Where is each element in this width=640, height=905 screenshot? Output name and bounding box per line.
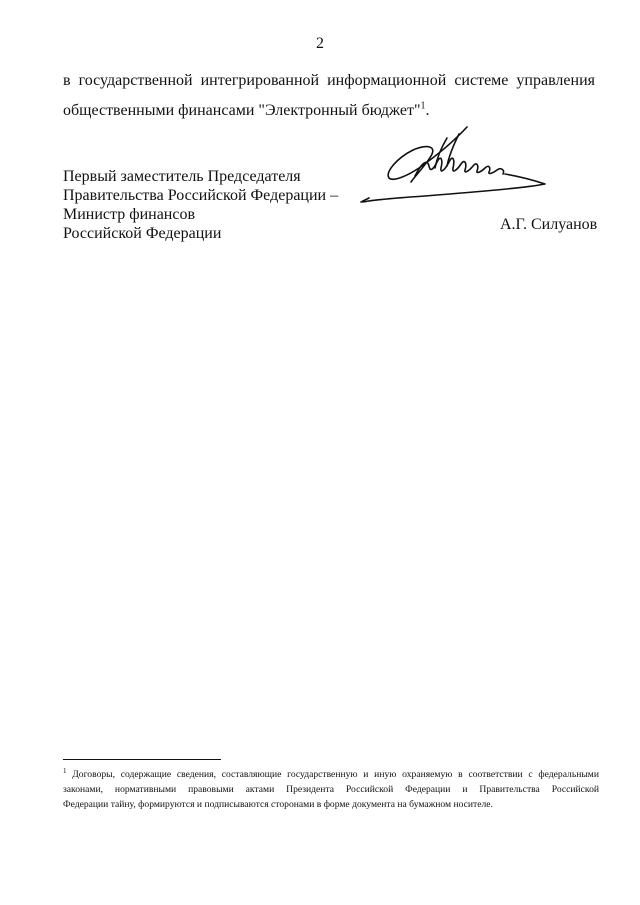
signer-title-line-4: Российской Федерации: [63, 225, 222, 242]
footnote: [63, 767, 599, 812]
signer-title-line-2: Правительства Российской Федерации –: [63, 187, 339, 204]
footnote-divider: [63, 759, 221, 760]
signer-title-line-3: Министр финансов: [63, 206, 196, 223]
footnote-marker: 1: [63, 766, 67, 775]
body-line-2-end: .: [425, 102, 430, 119]
signer-name: А.Г. Силуанов: [500, 216, 598, 233]
body-line-2-text: общественными финансами "Электронный бюджет": [63, 102, 421, 119]
signer-title-line-1: Первый заместитель Председателя: [63, 168, 301, 185]
footnote-line-3: Федерации тайну, формируются и подписываются сторонами в форме документа на бумажном носителе.: [63, 799, 493, 810]
footnote-line-1: [63, 767, 599, 782]
body-line-2: [63, 96, 595, 126]
footnote-reference: 1: [420, 100, 426, 112]
body-line-1: в государственной интегрированной информационной системе управления: [63, 72, 595, 89]
handwritten-signature: [355, 124, 560, 206]
body-paragraph: [63, 66, 595, 126]
signer-title: [63, 167, 338, 243]
footnote-line-2: законами, нормативными правовыми актами Президента Российской Федерации и Правительства Российской: [63, 784, 599, 795]
page-number: 2: [316, 35, 324, 52]
footnote-line-1-text: Договоры, содержащие сведения, составляющие государственную и иную охраняемую в соответствии с федеральными: [72, 769, 599, 780]
